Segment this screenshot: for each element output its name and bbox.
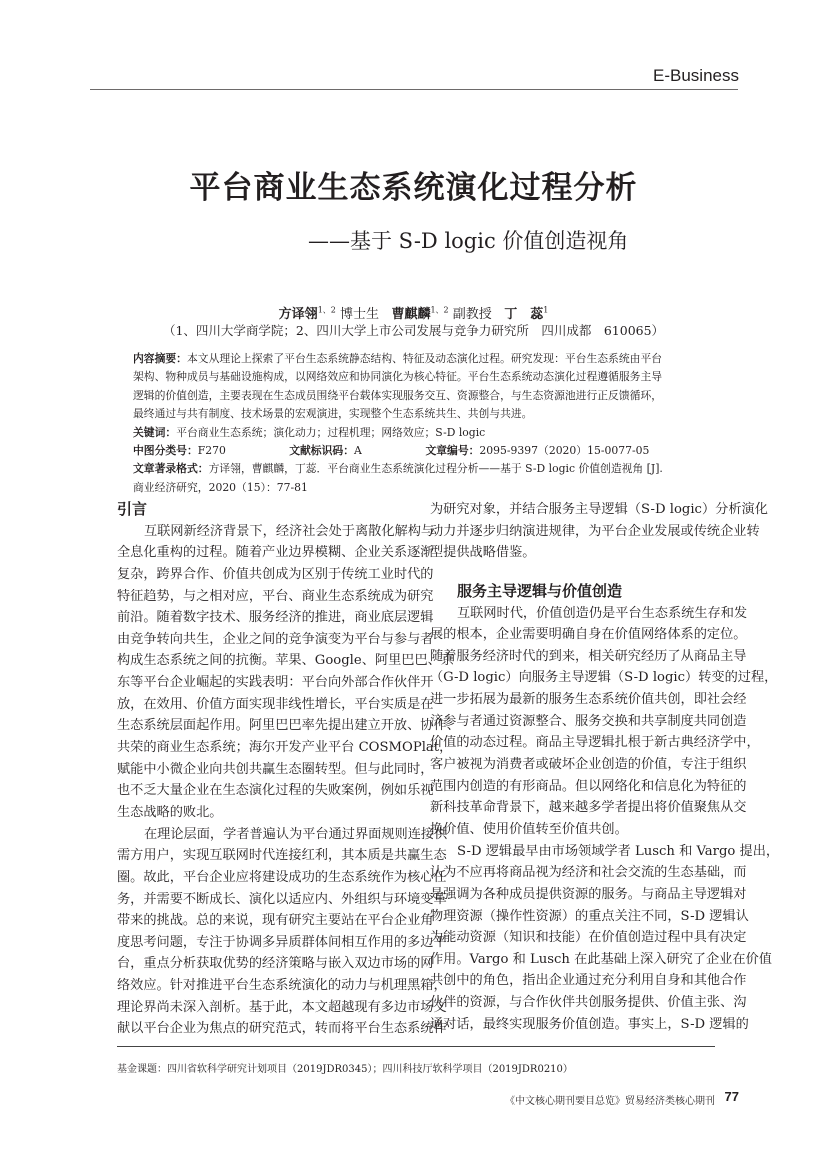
article-subtitle: ——基于 S-D logic 价值创造视角 — [308, 229, 629, 253]
paragraph-line: 前沿。随着数字技术、服务经济的推进，商业底层逻辑 — [117, 610, 434, 626]
page-number: 77 — [724, 1089, 739, 1104]
paragraph-line: 为能动资源（知识和技能）在价值创造过程中具有决定 — [430, 930, 747, 946]
section-heading: 引言 — [117, 500, 148, 518]
author-name: 丁 蕊 — [504, 307, 544, 322]
article-title: 平台商业生态系统演化过程分析 — [189, 170, 638, 206]
paragraph-line: 务，并需要不断成长、演化以适应内、外组织与环境变革 — [117, 891, 447, 907]
section-heading: 服务主导逻辑与价值创造 — [457, 581, 623, 600]
clc-value: F270 — [197, 444, 226, 458]
paragraph-line: 认为不应再将商品视为经济和社会交流的生态基础，而 — [430, 865, 747, 881]
funding-footnote: 基金课题：四川省软科学研究计划项目（2019JDR0345）；四川科技厅软科学项目（2019JDR0210） — [117, 1064, 573, 1075]
paragraph-line: 理论界尚未深入剖析。基于此，本文超越现有多边市场文 — [117, 999, 447, 1015]
paragraph-line: 献以平台企业为焦点的研究范式，转而将平台生态系统作 — [117, 1021, 447, 1037]
abstract-line: 最终通过与共有制度、技术场景的宏观演进，实现整个生态系统共生、共创与共进。 — [133, 407, 533, 421]
abstract-block — [133, 350, 700, 497]
paragraph-line: 进一步拓展为最新的服务生态系统价值共创，即社会经 — [430, 692, 747, 708]
paragraph-line: 互联网新经济背景下，经济社会处于离散化解构与 — [144, 523, 435, 539]
header-rule — [90, 89, 738, 90]
paragraph-line: 东等平台企业崛起的实践表明：平台向外部合作伙伴开 — [117, 675, 434, 691]
paragraph-line: 全息化重构的过程。随着产业边界模糊、企业关系逐渐 — [117, 545, 434, 561]
paragraph-line: 范围内创造的有形商品。但以网络化和信息化为特征的 — [430, 778, 747, 794]
paragraph-line: 圈。故此，平台企业应将建设成功的生态系统作为核心任 — [117, 869, 447, 885]
paragraph-line: 复杂，跨界合作、价值共创成为区别于传统工业时代的 — [117, 566, 434, 582]
paragraph-line: 物理资源（操作性资源）的重点关注不同，S-D 逻辑认 — [430, 908, 749, 924]
paragraph-line: 新科技革命背景下，越来越多学者提出将价值聚焦从交 — [430, 800, 747, 816]
paragraph-line: 是强调为各种成员提供资源的服务。与商品主导逻辑对 — [430, 886, 747, 902]
citation-line: 商业经济研究，2020（15）：77-81 — [133, 480, 308, 494]
citation-label: 文章著录格式： — [133, 462, 209, 476]
paragraph-line: 特征趋势，与之相对应，平台、商业生态系统成为研究 — [117, 588, 434, 604]
paragraph-line: 共创中的角色，指出企业通过充分利用自身和其他合作 — [430, 973, 747, 989]
spacer — [430, 564, 718, 581]
paragraph-line: 伙伴的资源，与合作伙伴共创服务提供、价值主张、沟 — [430, 995, 747, 1011]
abstract-line: 逻辑的价值创造，主要表现在生态成员围绕平台载体实现服务交互、资源整合，与生态资源池进行正反馈循环， — [133, 388, 663, 402]
footnote-rule — [117, 1046, 715, 1047]
section-header: E-Business — [653, 66, 739, 85]
author-affil-mark: 1 — [543, 305, 549, 315]
affiliation: （1、四川大学商学院；2、四川大学上市公司发展与竞争力研究所 四川成都 610065） — [162, 323, 665, 338]
paragraph-line: 通对话，最终实现服务价值创造。事实上，S-D 逻辑的 — [430, 1016, 749, 1032]
paragraph-line: 带来的挑战。总的来说，现有研究主要站在平台企业角 — [117, 913, 434, 929]
paragraph-line: 随着服务经济时代的到来，相关研究经历了从商品主导 — [430, 648, 747, 664]
author-role: 博士生 — [340, 307, 380, 322]
author-line — [0, 303, 827, 322]
paragraph-line: 型提供战略借鉴。 — [430, 545, 536, 561]
article-no-label: 文章编号： — [425, 444, 480, 458]
author-name: 方译翎 — [278, 307, 318, 322]
left-column — [117, 499, 460, 1040]
paragraph-line: 济参与者通过资源整合、服务交换和共享制度共同创造 — [430, 713, 747, 729]
keywords: 平台商业生态系统；演化动力；过程机理；网络效应；S-D logic — [176, 425, 486, 439]
abstract-label: 内容摘要： — [133, 352, 187, 365]
paragraph-line: 度思考问题，专注于协调多异质群体间相互作用的多边平 — [117, 934, 447, 950]
paragraph-line: 动力并逐步归纳演进规律，为平台企业发展或传统企业转 — [430, 523, 760, 539]
abstract-line: 架构、物种成员与基础设施构成，以网络效应和协同演化为核心特征。平台生态系统动态演化过程遵循服务主导 — [133, 370, 663, 384]
paragraph-line: 赋能中小微企业向共创共赢生态圈转型。但与此同时， — [117, 761, 434, 777]
paragraph-line: 络效应。针对推进平台生态系统演化的动力与机理黑箱， — [117, 978, 447, 994]
paragraph-line: S-D 逻辑最早由市场领域学者 Lusch 和 Vargo 提出， — [457, 843, 780, 859]
paragraph-line: 也不乏大量企业在生态演化过程的失败案例，例如乐视 — [117, 783, 434, 799]
article-no-value: 2095-9397（2020）15-0077-05 — [479, 444, 650, 458]
keywords-label: 关键词： — [133, 425, 177, 439]
paragraph-line: 放，在效用、价值方面实现非线性增长，平台实质是在 — [117, 696, 434, 712]
paragraph-line: 需方用户，实现互联网时代连接红利，其本质是共赢生态 — [117, 848, 447, 864]
citation-line: 方译翎，曹麒麟，丁蕊．平台商业生态系统演化过程分析——基于 S-D logic 价值创造视角 [J]. — [208, 462, 663, 476]
author-affil-mark: 1、2 — [317, 305, 336, 315]
paragraph-line: 共荣的商业生态系统；海尔开发产业平台 COSMOPlat， — [117, 740, 453, 756]
right-column — [430, 499, 780, 1035]
doc-code-label: 文献标识码： — [289, 444, 354, 458]
paragraph-line: 展的根本，企业需要明确自身在价值网络体系的定位。 — [430, 627, 747, 643]
paragraph-line: 构成生态系统之间的抗衡。苹果、Google、阿里巴巴、京 — [117, 653, 455, 669]
paragraph-line: 换价值、使用价值转至价值共创。 — [430, 821, 628, 837]
paragraph-line: 价值的动态过程。商品主导逻辑扎根于新古典经济学中， — [430, 735, 760, 751]
journal-footer: 《中文核心期刊要目总览》贸易经济类核心期刊 — [505, 1096, 715, 1107]
paragraph-line: 台，重点分析获取优势的经济策略与嵌入双边市场的网 — [117, 956, 434, 972]
paragraph-line: 生态系统层面起作用。阿里巴巴率先提出建立开放、协作、 — [117, 718, 460, 734]
abstract-line: 本文从理论上探索了平台生态系统静态结构、特征及动态演化过程。研究发现：平台生态系统由平台 — [186, 352, 663, 365]
paragraph-line: （G-D logic）向服务主导逻辑（S-D logic）转变的过程， — [430, 670, 778, 686]
paragraph-line: 客户被视为消费者或破坏企业创造的价值，专注于组织 — [430, 757, 747, 773]
clc-label: 中图分类号： — [133, 444, 198, 458]
paragraph-line: 由竞争转向共生，企业之间的竞争演变为平台与参与者 — [117, 631, 434, 647]
author-name: 曹麒麟 — [391, 307, 431, 322]
paragraph-line: 生态战略的败北。 — [117, 804, 223, 820]
doc-code-value: A — [354, 444, 362, 458]
paragraph-line: 为研究对象，并结合服务主导逻辑（S-D logic）分析演化 — [430, 502, 768, 517]
paragraph-line: 在理论层面，学者普遍认为平台通过界面规则连接供 — [144, 826, 448, 842]
author-role: 副教授 — [452, 307, 492, 322]
author-affil-mark: 1、2 — [430, 305, 449, 315]
paragraph-line: 互联网时代，价值创造仍是平台生态系统生存和发 — [457, 605, 748, 621]
paragraph-line: 作用。Vargo 和 Lusch 在此基础上深入研究了企业在价值 — [430, 951, 772, 967]
